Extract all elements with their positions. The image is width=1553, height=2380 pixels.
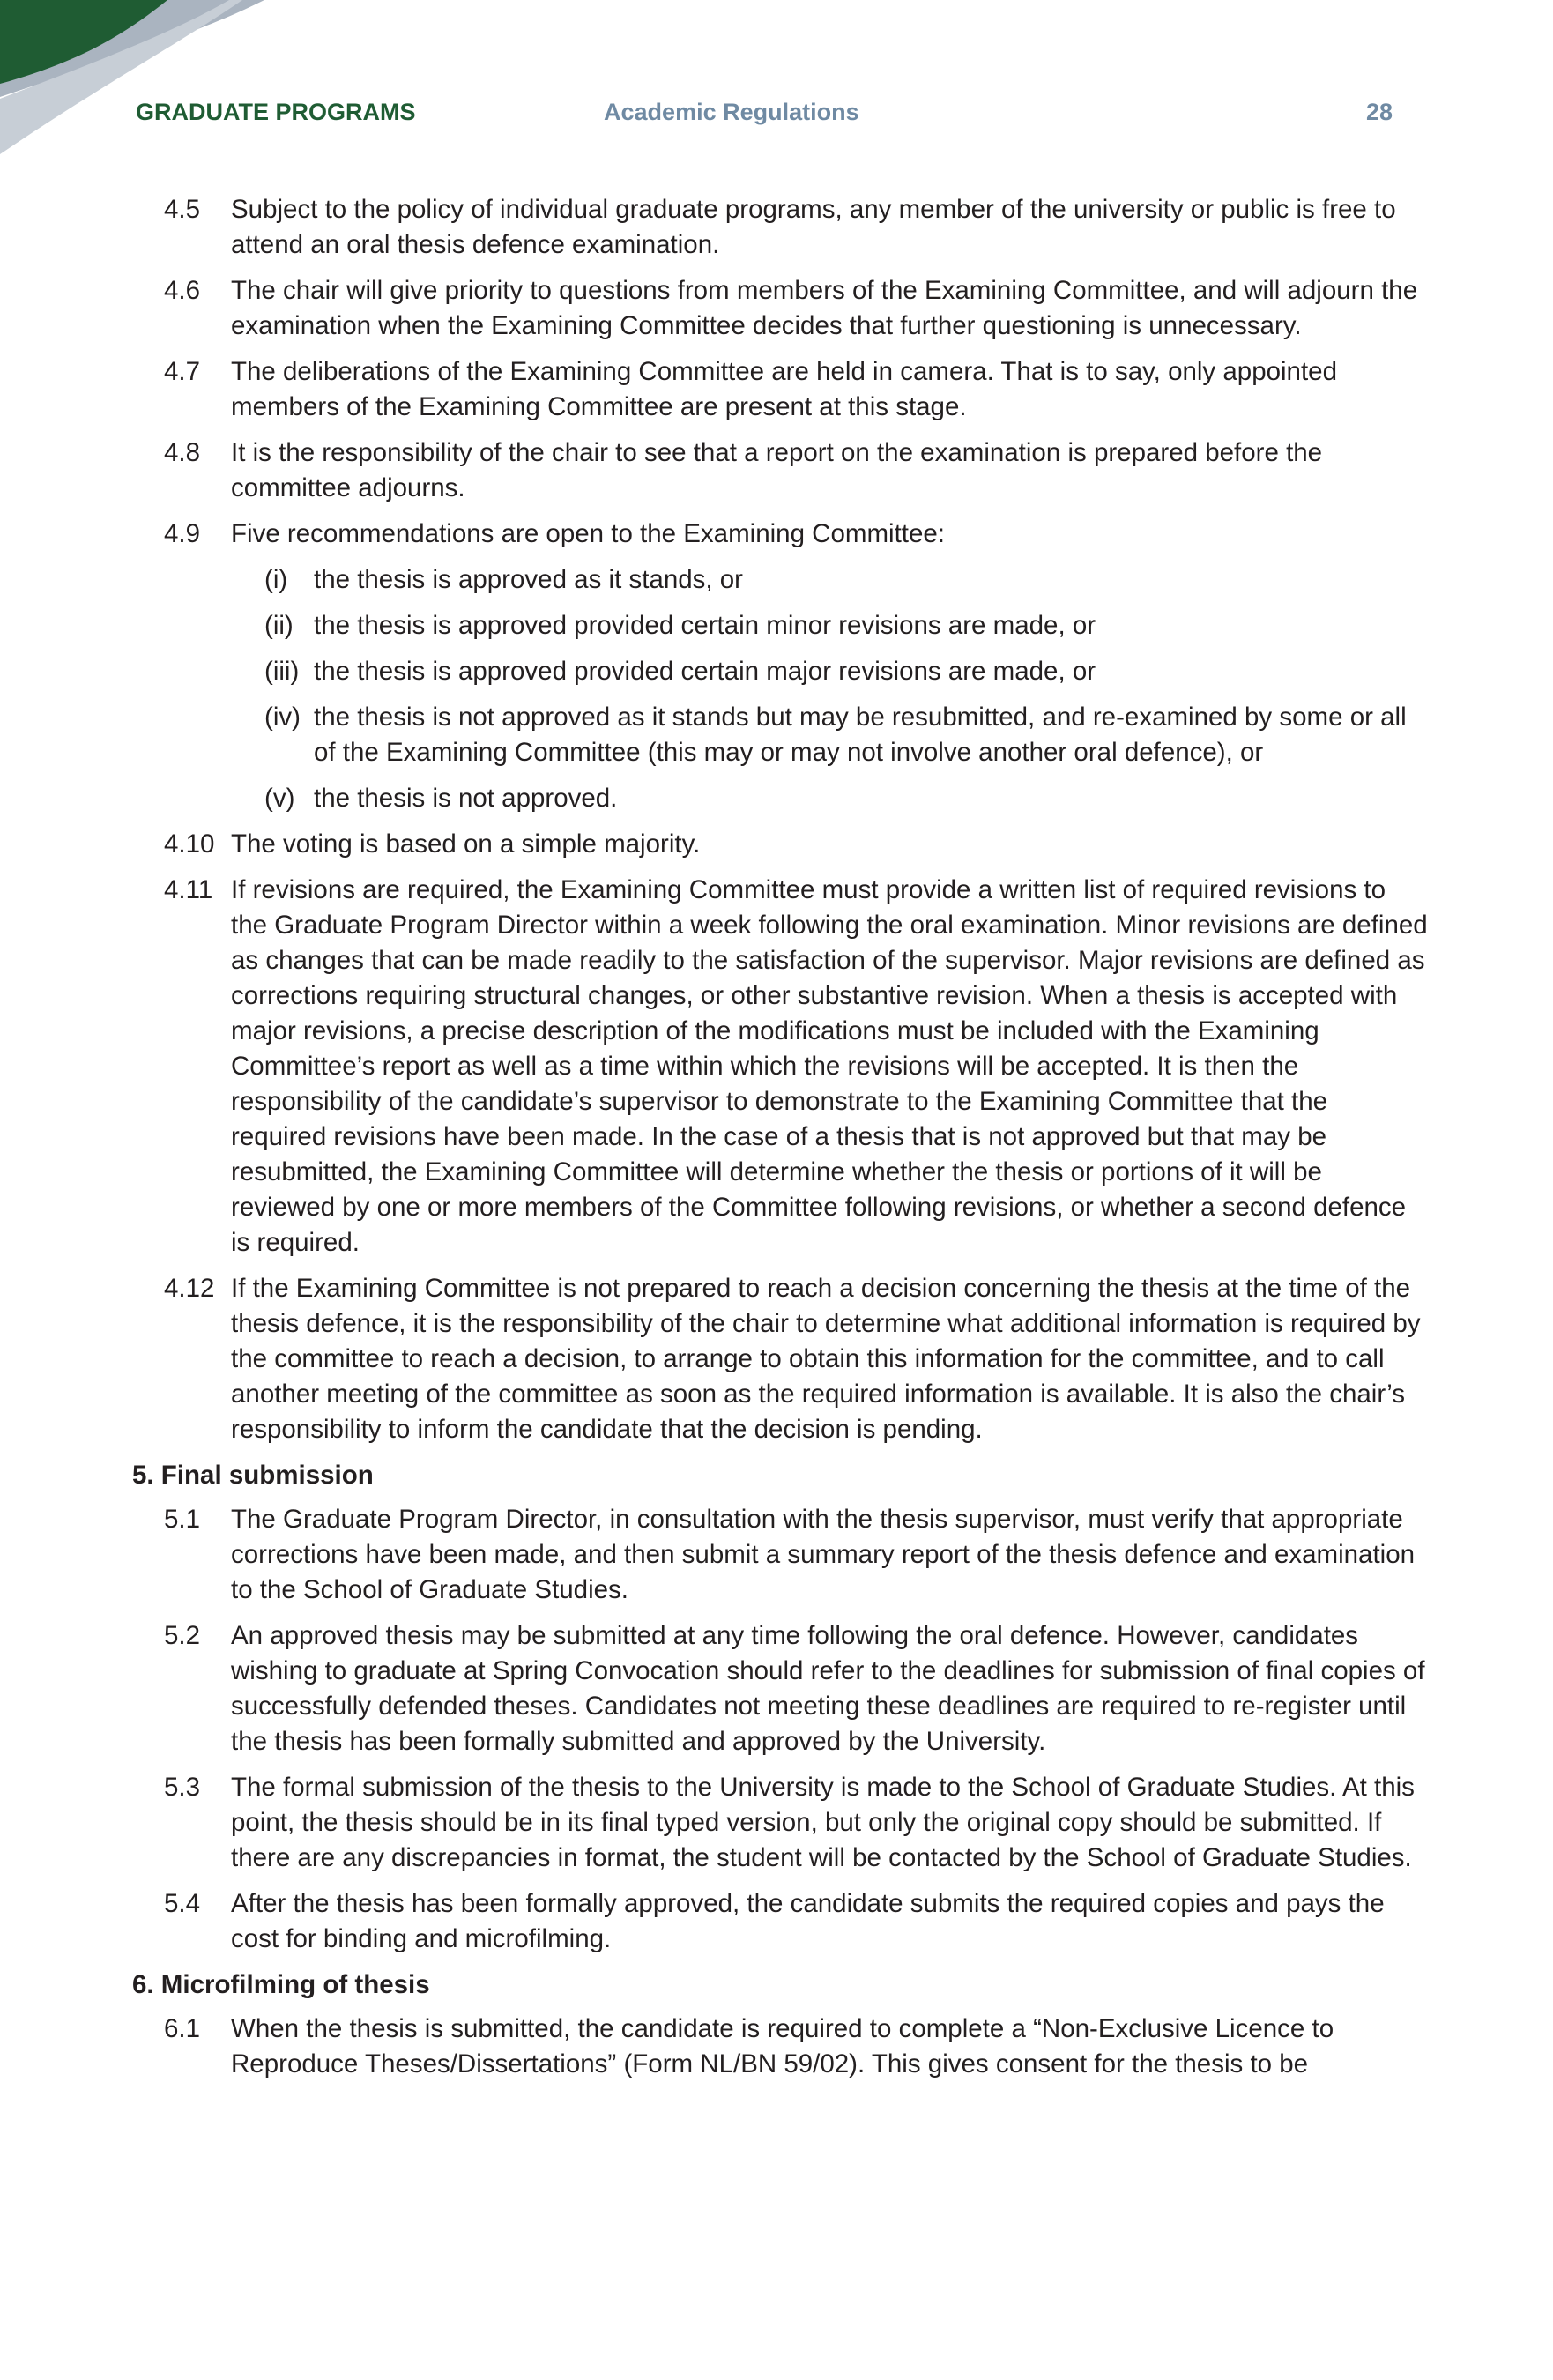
item-text: The voting is based on a simple majority. <box>231 829 701 859</box>
recommendation-item <box>132 562 1428 598</box>
item-text: When the thesis is submitted, the candidate is required to complete a “Non-Exclusive Licence to Reproduce Theses/Dissertations” (Form NL/BN 59/02). This gives consent for the thesis to be <box>231 2014 1334 2079</box>
item-text: Subject to the policy of individual graduate programs, any member of the university or public is free to attend an oral thesis defence examination. <box>231 195 1396 259</box>
header-program: GRADUATE PROGRAMS <box>136 99 416 125</box>
item-number: 5.3 <box>164 1773 201 1802</box>
recommendation-text: the thesis is approved provided certain major revisions are made, or <box>314 657 1096 686</box>
list-item <box>132 873 1428 1261</box>
list-item <box>132 517 1428 552</box>
item-text: The deliberations of the Examining Committee are held in camera. That is to say, only appointed members of the Examining Committee are present at this stage. <box>231 357 1337 421</box>
item-text: The chair will give priority to questions from members of the Examining Committee, and will adjourn the examination when the Examining Committee decides that further questioning is unnecessary. <box>231 276 1418 340</box>
section-heading-final-submission: 5. Final submission <box>132 1461 374 1490</box>
recommendation-text: the thesis is not approved. <box>314 784 618 813</box>
item-number: 4.5 <box>164 195 201 224</box>
roman-numeral: (i) <box>264 565 288 594</box>
item-text: After the thesis has been formally approved, the candidate submits the required copies and pays the cost for binding and microfilming. <box>231 1889 1385 1953</box>
list-item <box>132 827 1428 862</box>
list-item <box>132 1271 1428 1447</box>
document-body <box>132 192 1428 2082</box>
list-item <box>132 1502 1428 1608</box>
recommendation-item <box>132 781 1428 816</box>
roman-numeral: (iii) <box>264 657 300 686</box>
item-number: 5.4 <box>164 1889 201 1918</box>
list-item <box>132 1618 1428 1759</box>
item-number: 6.1 <box>164 2014 201 2043</box>
page-number: 28 <box>1365 99 1393 125</box>
item-text: The Graduate Program Director, in consultation with the thesis supervisor, must verify that appropriate corrections have been made, and then submit a summary report of the thesis defence and examination to the School of Graduate Studies. <box>231 1505 1416 1604</box>
list-item <box>132 2012 1428 2082</box>
list-item <box>132 273 1428 344</box>
recommendation-item <box>132 608 1428 643</box>
page-header <box>136 99 1393 134</box>
item-text: If the Examining Committee is not prepared to reach a decision concerning the thesis at the time of the thesis defence, it is the responsibility of the chair to determine what additional information is required by the committee to reach a decision, to arrange to obtain this information for the committee, and to call another meeting of the committee as soon as the required information is available. It is also the chair’s responsibility to inform the candidate that the decision is pending. <box>231 1274 1421 1444</box>
recommendation-item <box>132 654 1428 689</box>
item-number: 4.11 <box>164 875 213 904</box>
recommendations-list <box>132 562 1428 816</box>
list-item <box>132 435 1428 506</box>
section-heading-microfilming: 6. Microfilming of thesis <box>132 1970 430 1999</box>
item-text: Five recommendations are open to the Examining Committee: <box>231 519 945 548</box>
recommendation-text: the thesis is approved as it stands, or <box>314 565 744 594</box>
item-text: If revisions are required, the Examining Committee must provide a written list of required revisions to the Graduate Program Director within a week following the oral examination. Minor revisions are defined as changes that can be made readily to the satisfaction of the supervisor. Major revisions are defined as corrections requiring structural changes, or other substantive revision. When a thesis is accepted with major revisions, a precise description of the modifications must be included with the Examining Committee’s report as well as a time within which the revisions will be accepted. It is then the responsibility of the candidate’s supervisor to demonstrate to the Examining Committee that the required revisions have been made. In the case of a thesis that is not approved but that may be resubmitted, the Examining Committee will determine whether the thesis or portions of it will be reviewed by one or more members of the Committee following revisions, or whether a second defence is required. <box>231 875 1428 1257</box>
item-number: 4.12 <box>164 1274 215 1303</box>
header-subtitle: Academic Regulations <box>604 99 859 125</box>
item-number: 4.9 <box>164 519 201 548</box>
item-number: 4.10 <box>164 829 215 859</box>
roman-numeral: (v) <box>264 784 295 813</box>
roman-numeral: (iv) <box>264 703 301 732</box>
recommendation-text: the thesis is not approved as it stands but may be resubmitted, and re-examined by some or all of the Examining Committee (this may or may not involve another oral defence), or <box>314 703 1407 767</box>
list-item <box>132 354 1428 425</box>
item-number: 4.6 <box>164 276 201 305</box>
item-text: It is the responsibility of the chair to see that a report on the examination is prepared before the committee adjourns. <box>231 438 1323 502</box>
list-item <box>132 1886 1428 1957</box>
item-number: 4.7 <box>164 357 201 386</box>
roman-numeral: (ii) <box>264 611 294 640</box>
list-item <box>132 192 1428 263</box>
list-item <box>132 1770 1428 1876</box>
corner-swoosh-graphic <box>0 0 264 167</box>
item-text: The formal submission of the thesis to the University is made to the School of Graduate Studies. At this point, the thesis should be in its final typed version, but only the original copy should be submitted. If there are any discrepancies in format, the student will be contacted by the School of Graduate Studies. <box>231 1773 1415 1872</box>
item-text: An approved thesis may be submitted at any time following the oral defence. However, candidates wishing to graduate at Spring Convocation should refer to the deadlines for submission of final copies of successfully defended theses. Candidates not meeting these deadlines are required to re-register until the thesis has been formally submitted and approved by the University. <box>231 1621 1425 1756</box>
item-number: 5.1 <box>164 1505 201 1534</box>
item-number: 4.8 <box>164 438 201 467</box>
recommendation-text: the thesis is approved provided certain minor revisions are made, or <box>314 611 1096 640</box>
recommendation-item <box>132 700 1428 770</box>
item-number: 5.2 <box>164 1621 201 1650</box>
